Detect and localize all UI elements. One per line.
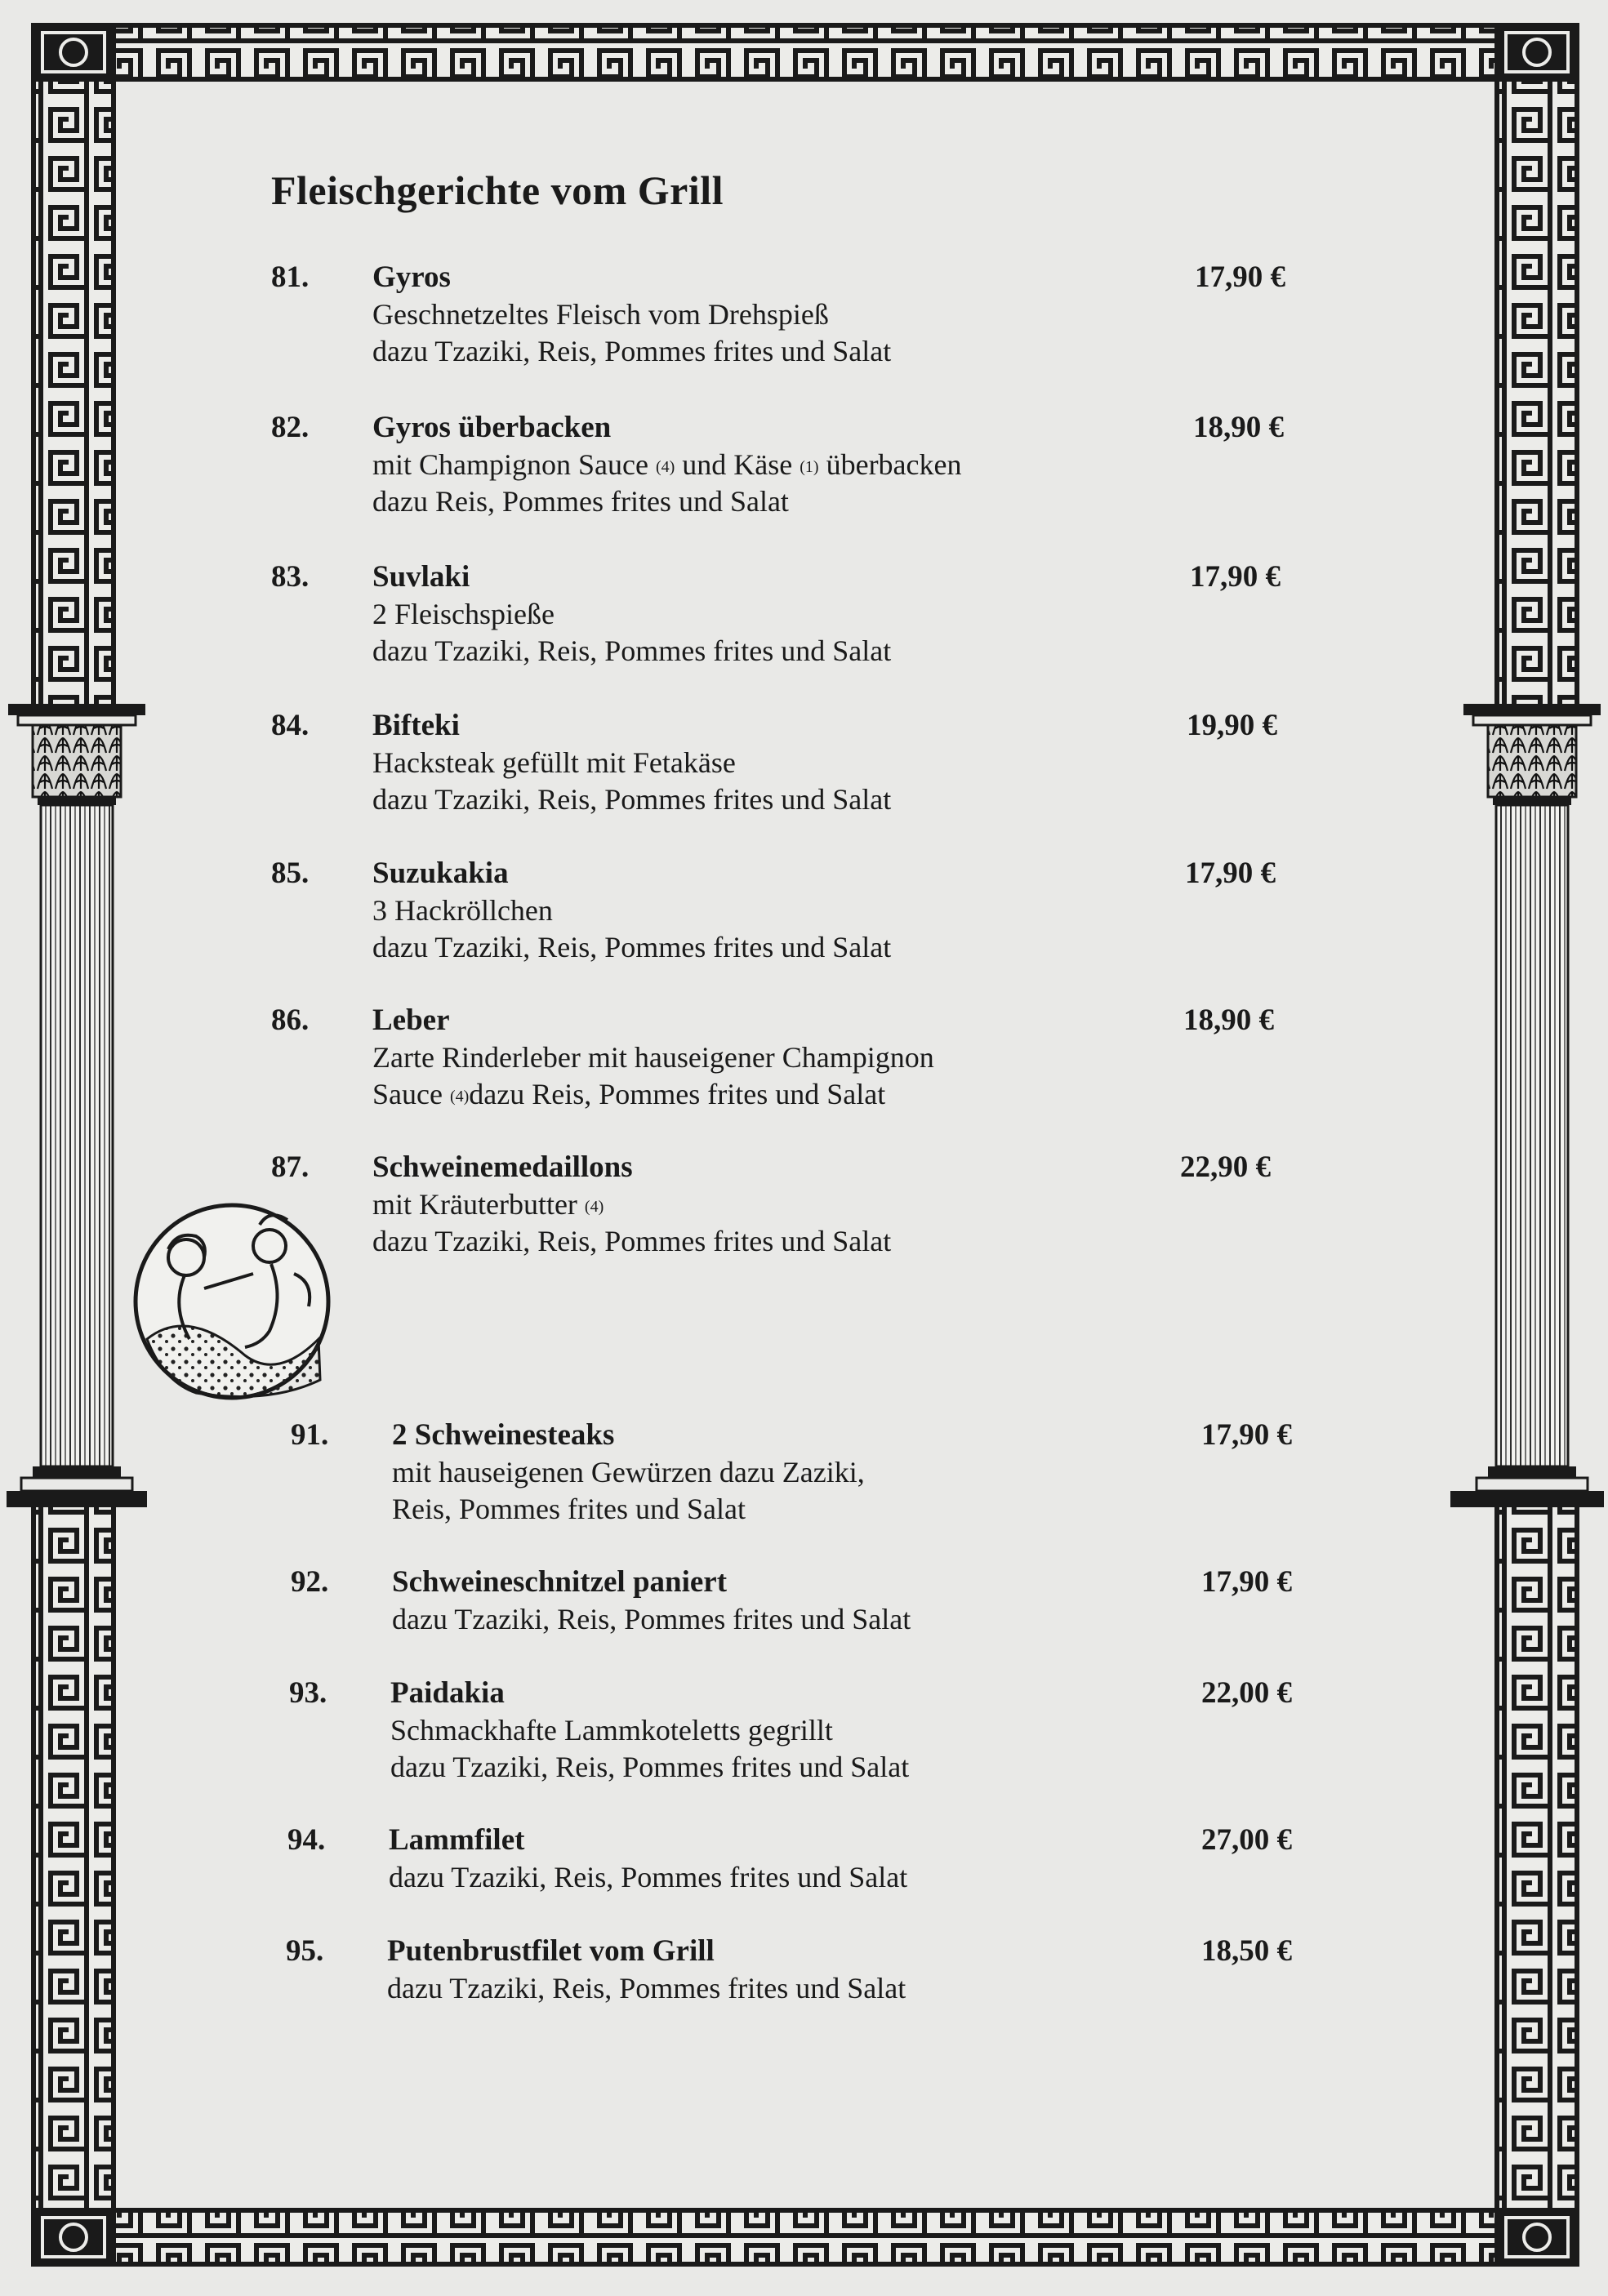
item-number: 87. (271, 1150, 310, 1184)
description-text: dazu Tzaziki, Reis, Pommes frites und Salat (389, 1861, 908, 1893)
menu-item (291, 1417, 1352, 1540)
item-name: Bifteki (372, 709, 460, 742)
footnote-marker: (4) (449, 1088, 470, 1106)
item-number: 81. (271, 260, 310, 294)
item-name: Paidakia (390, 1676, 505, 1710)
item-description (390, 1713, 833, 1747)
item-number: 91. (291, 1418, 329, 1452)
item-number: 95. (286, 1934, 324, 1968)
description-text: dazu Tzaziki, Reis, Pommes frites und Salat (372, 634, 892, 667)
item-price: 22,00 € (1201, 1676, 1292, 1710)
item-description (372, 1077, 885, 1111)
item-price: 17,90 € (1195, 260, 1285, 294)
description-text: überbacken (818, 448, 962, 481)
menu-item (289, 1675, 1351, 1798)
item-name: Suvlaki (372, 560, 470, 594)
item-description (372, 893, 553, 928)
corinthian-column-icon-right (1450, 704, 1604, 1507)
item-name: Gyros überbacken (372, 411, 612, 444)
item-description (392, 1455, 865, 1489)
item-price: 18,90 € (1183, 1003, 1274, 1037)
description-text: dazu Reis, Pommes frites und Salat (372, 485, 789, 518)
footnote-marker: (1) (800, 458, 819, 476)
item-price: 17,90 € (1201, 1418, 1292, 1452)
item-description (392, 1492, 746, 1526)
description-text: dazu Tzaziki, Reis, Pommes frites und Salat (372, 931, 892, 963)
item-name: Lammfilet (389, 1823, 525, 1857)
item-price: 18,50 € (1201, 1934, 1292, 1968)
item-name: Suzukakia (372, 857, 509, 890)
description-text: und Käse (675, 448, 800, 481)
item-description (372, 1187, 604, 1221)
description-text: Reis, Pommes frites und Salat (392, 1493, 746, 1525)
menu-item (271, 1003, 1333, 1125)
menu-item (271, 708, 1333, 830)
description-text: dazu Tzaziki, Reis, Pommes frites und Salat (372, 783, 892, 816)
description-text: dazu Tzaziki, Reis, Pommes frites und Salat (372, 335, 892, 367)
item-description (372, 447, 962, 482)
description-text: dazu Tzaziki, Reis, Pommes frites und Salat (392, 1603, 911, 1635)
footnote-marker: (4) (655, 458, 675, 476)
corinthian-column-icon-left (7, 704, 147, 1507)
description-text: dazu Tzaziki, Reis, Pommes frites und Salat (372, 1225, 892, 1257)
description-text: 3 Hackröllchen (372, 894, 553, 927)
description-text: dazu Tzaziki, Reis, Pommes frites und Salat (390, 1751, 910, 1783)
item-name: Putenbrustfilet vom Grill (387, 1934, 715, 1968)
item-price: 17,90 € (1190, 560, 1281, 594)
item-number: 92. (291, 1565, 329, 1599)
description-text: dazu Reis, Pommes frites und Salat (469, 1078, 886, 1110)
item-name: Leber (372, 1003, 450, 1037)
menu-item (271, 260, 1333, 382)
item-description (389, 1860, 907, 1894)
item-description (390, 1750, 909, 1784)
description-text: mit hauseigenen Gewürzen dazu Zaziki, (392, 1456, 865, 1488)
description-text: Sauce (372, 1078, 450, 1110)
footnote-marker: (4) (584, 1198, 604, 1216)
item-price: 22,90 € (1180, 1150, 1271, 1184)
item-description (387, 1971, 906, 2005)
item-name: 2 Schweinesteaks (392, 1418, 615, 1452)
item-number: 93. (289, 1676, 327, 1710)
item-name: Schweineschnitzel paniert (392, 1565, 728, 1599)
item-description (372, 297, 829, 331)
menu-item (286, 1933, 1347, 2056)
item-description (372, 745, 736, 780)
description-text: Geschnetzeltes Fleisch vom Drehspieß (372, 298, 829, 331)
description-text: dazu Tzaziki, Reis, Pommes frites und Salat (387, 1972, 906, 2005)
description-text: mit Champignon Sauce (372, 448, 656, 481)
item-name: Gyros (372, 260, 451, 294)
item-name: Schweinemedaillons (372, 1150, 633, 1184)
item-description (372, 597, 555, 631)
item-price: 19,90 € (1187, 709, 1277, 742)
item-price: 18,90 € (1193, 411, 1284, 444)
item-number: 85. (271, 857, 310, 890)
item-number: 84. (271, 709, 310, 742)
item-description (372, 634, 891, 668)
menu-item (271, 559, 1333, 682)
item-description (372, 782, 891, 817)
description-text: mit Kräuterbutter (372, 1188, 585, 1221)
menu-item (271, 1150, 1333, 1272)
item-description (372, 484, 789, 518)
item-price: 27,00 € (1201, 1823, 1292, 1857)
description-text: Schmackhafte Lammkoteletts gegrillt (390, 1714, 833, 1746)
menu-item (271, 856, 1333, 978)
item-description (372, 1224, 891, 1258)
item-number: 83. (271, 560, 310, 594)
item-price: 17,90 € (1185, 857, 1276, 890)
item-description (372, 930, 891, 964)
item-number: 94. (287, 1823, 326, 1857)
description-text: 2 Fleischspieße (372, 598, 555, 630)
item-number: 82. (271, 411, 310, 444)
description-text: Zarte Rinderleber mit hauseigener Champignon (372, 1041, 934, 1074)
item-description (372, 1040, 934, 1075)
description-text: Hacksteak gefüllt mit Fetakäse (372, 746, 736, 779)
item-price: 17,90 € (1201, 1565, 1292, 1599)
page-title: Fleischgerichte vom Grill (271, 167, 724, 213)
item-description (372, 334, 891, 368)
menu-item (291, 1564, 1352, 1687)
item-description (392, 1602, 911, 1636)
item-number: 86. (271, 1003, 310, 1037)
menu-item (287, 1822, 1349, 1945)
menu-item (271, 410, 1333, 532)
